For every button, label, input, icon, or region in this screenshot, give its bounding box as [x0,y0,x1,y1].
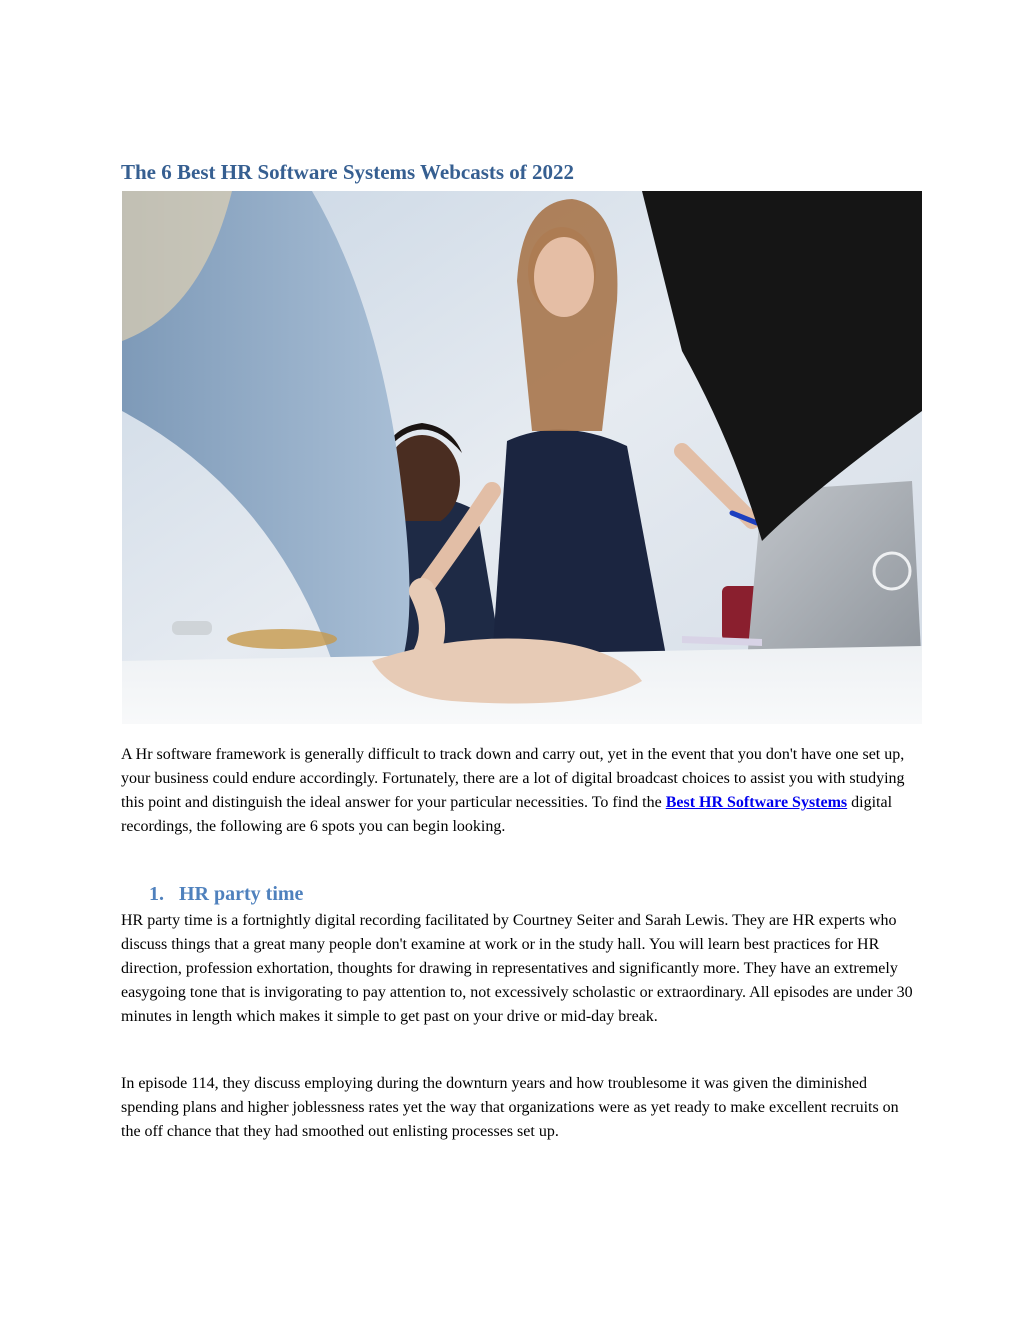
best-hr-software-systems-link[interactable]: Best HR Software Systems [665,794,848,811]
section-heading-text: HR party time [179,883,304,905]
section-number: 1. [149,883,164,905]
team-meeting-photo [122,191,922,724]
section-heading-hr-party-time [149,881,303,907]
intro-paragraph [121,743,921,839]
section-paragraph: In episode 114, they discuss employing during the downturn years and how troublesome it was given the diminished spending plans and higher joblessness rates yet the way that organizations were as yet ready to make excellent recruits on the off chance that they had smoothed out enlisting processes set up. [121,1075,899,1140]
intro-text-before-link: A Hr software framework is generally difficult to track down and carry out, yet in the event that you don't have one set up, your business could endure accordingly. Fortunately, there are a lot of digital broadcast choices to assist you with studying this point and distinguish the ideal answer for your particular necessities. To find the [121,746,905,811]
intro-text-after-link: digital recordings, the following are 6 spots you can begin looking. [121,794,893,835]
section-paragraph: HR party time is a fortnightly digital recording facilitated by Courtney Seiter and Sarah Lewis. They are HR experts who discuss things that a great many people don't examine at work or in the study hall. You will learn best practices for HR direction, profession exhortation, thoughts for drawing in representatives and significantly more. They have an extremely easygoing tone that is invigorating to pay attention to, not excessively scholastic or extraordinary. All episodes are under 30 minutes in length which makes it simple to get past on your drive or mid-day break. [121,912,913,1025]
photo-illustration [122,191,922,724]
page-title: The 6 Best HR Software Systems Webcasts of 2022 [121,160,575,184]
